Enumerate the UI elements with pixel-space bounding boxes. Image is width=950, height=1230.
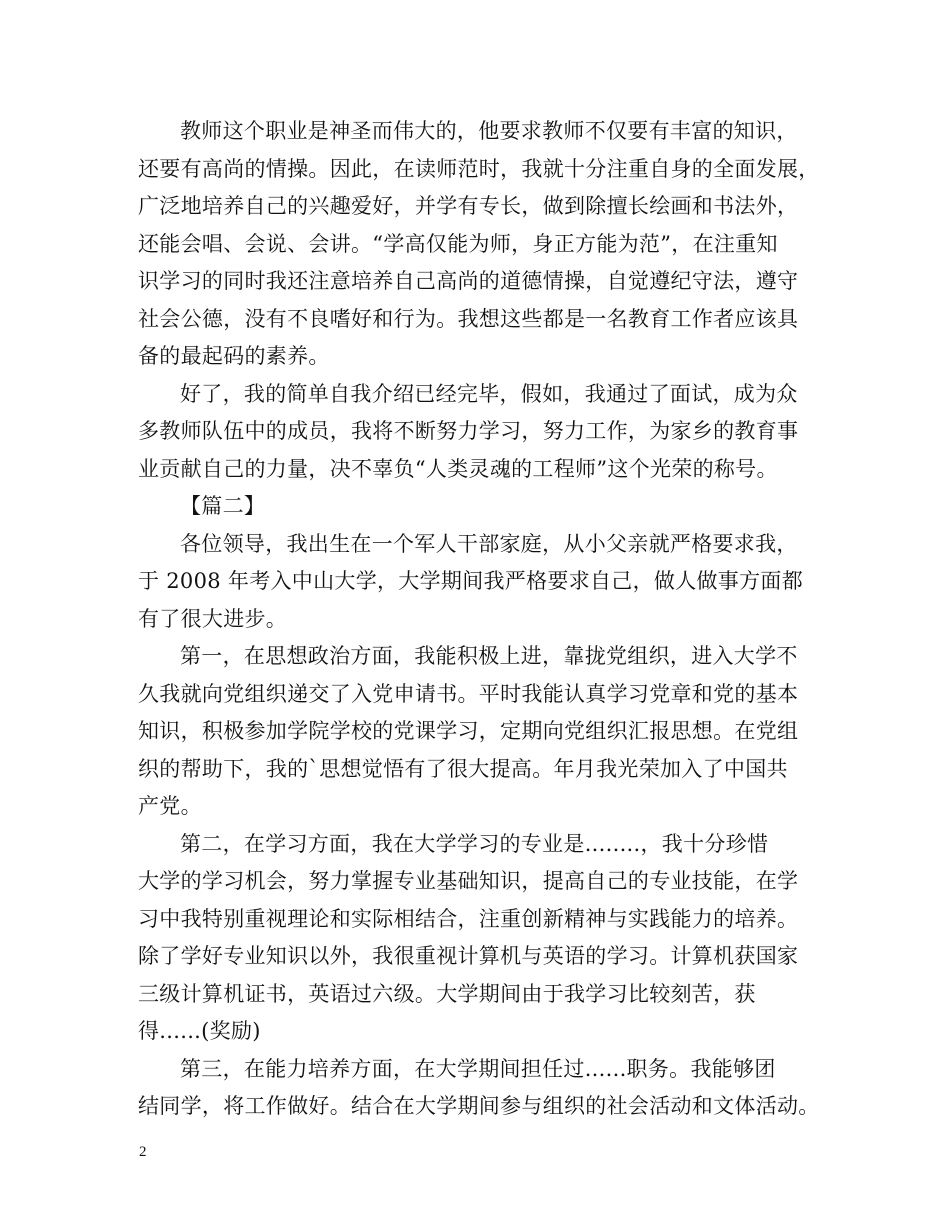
text-line: 多教师队伍中的成员，我将不断努力学习，努力工作，为家乡的教育事	[138, 419, 799, 443]
text-line: 还要有高尚的情操。因此，在读师范时，我就十分注重自身的全面发展，	[138, 156, 820, 181]
text-line: 知识，积极参加学院学校的党课学习，定期向党组织汇报思想。在党组	[138, 719, 799, 743]
section-heading-text: 【篇二】	[180, 494, 266, 518]
text-line: 大学的学习机会，努力掌握专业基础知识，提高自己的专业技能，在学	[138, 869, 799, 893]
text-line: 第一，在思想政治方面，我能积极上进，靠拢党组织，进入大学不	[180, 644, 798, 668]
text-line: 三级计算机证书，英语过六级。大学期间由于我学习比较刻苦，获	[138, 981, 756, 1006]
text-line: 第二，在学习方面，我在大学学习的专业是........，我十分珍惜	[180, 831, 769, 856]
paragraph-2	[138, 376, 828, 489]
text-line: 社会公德，没有不良嗜好和行为。我想这些都是一名教育工作者应该具	[138, 306, 799, 331]
text-line: 识学习的同时我还注意培养自己高尚的道德情操，自觉遵纪守法，遵守	[138, 269, 799, 293]
paragraph-4	[138, 638, 828, 826]
text-line: 有了很大进步。	[138, 606, 288, 631]
paragraph-6	[138, 1051, 828, 1126]
text-line: 教师这个职业是神圣而伟大的，他要求教师不仅要有丰富的知识，	[180, 119, 798, 143]
text-line: 还能会唱、会说、会讲。“学高仅能为师，身正方能为范”，在注重知	[138, 231, 778, 256]
text-line: 除了学好专业知识以外，我很重视计算机与英语的学习。计算机获国家	[138, 944, 799, 968]
text-line: 织的帮助下，我的`思想觉悟有了很大提高。年月我光荣加入了中国共	[138, 756, 788, 781]
paragraph-1	[138, 113, 828, 376]
text-line: 得......(奖励)	[138, 1019, 261, 1043]
text-line: 习中我特别重视理论和实际相结合，注重创新精神与实践能力的培养。	[138, 906, 799, 931]
text-line: 久我就向党组织递交了入党申请书。平时我能认真学习党章和党的基本	[138, 681, 799, 706]
text-line: 产党。	[138, 794, 202, 818]
paragraph-5	[138, 826, 828, 1051]
text-line: 于 2008 年考入中山大学，大学期间我严格要求自己，做人做事方面都	[138, 569, 803, 593]
section-heading	[138, 488, 828, 526]
text-line: 业贡献自己的力量，决不辜负“人类灵魂的工程师”这个光荣的称号。	[138, 456, 778, 481]
page-number: 2	[139, 1144, 147, 1160]
text-line: 结同学，将工作做好。结合在大学期间参与组织的社会活动和文体活动。	[138, 1094, 820, 1118]
text-line: 备的最起码的素养。	[138, 344, 330, 368]
paragraph-3	[138, 526, 828, 639]
text-line: 各位领导，我出生在一个军人干部家庭，从小父亲就严格要求我，	[180, 531, 798, 556]
text-line: 广泛地培养自己的兴趣爱好，并学有专长，做到除擅长绘画和书法外，	[138, 194, 799, 218]
document-body	[138, 113, 828, 1126]
text-line: 好了，我的简单自我介绍已经完毕，假如，我通过了面试，成为众	[180, 381, 798, 406]
text-line: 第三，在能力培养方面，在大学期间担任过......职务。我能够团	[180, 1056, 776, 1081]
